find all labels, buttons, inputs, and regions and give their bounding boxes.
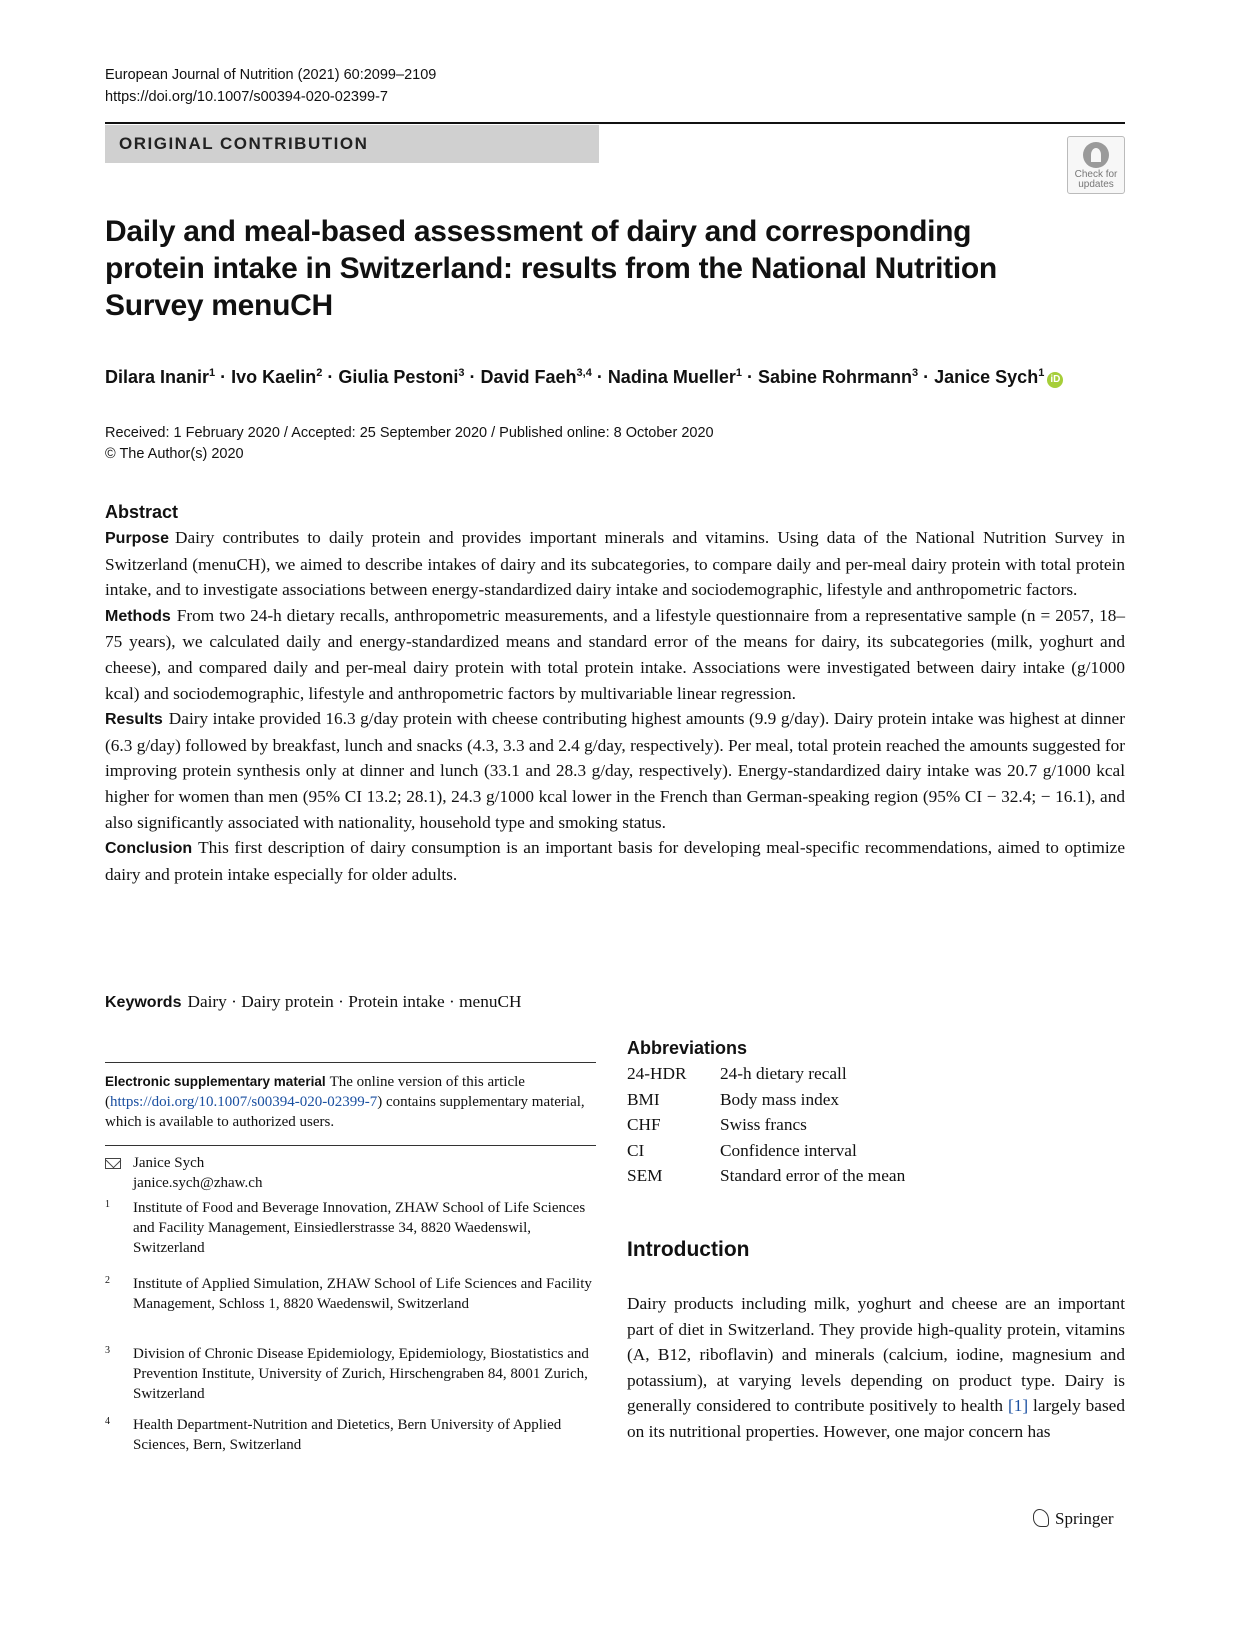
author[interactable]: Sabine Rohrmann$^3$ <box>757 367 919 387</box>
supplementary-material-note <box>105 1072 596 1132</box>
abbreviation-row <box>627 1163 905 1189</box>
abbr-meaning: Swiss francs <box>720 1115 807 1135</box>
affiliation-number: 4 <box>105 1416 110 1427</box>
journal-citation: European Journal of Nutrition (2021) 60:2099–2109 <box>105 67 437 83</box>
paper-title: Daily and meal-based assessment of dairy and corresponding protein intake in Switzerland: results from the National Nutrition Survey menuCH <box>105 215 997 322</box>
methods-text: From two 24-h dietary recalls, anthropometric measurements, and a lifestyle questionnaire from a representative sample (n = 2057, 18–75 years), we calculated daily and energy-standardized means and standard error of the means for dairy, its subcategories (milk, yoghurt and cheese), and compared daily and per-meal dairy protein with total protein intake. Associations were investigated between dairy intake (g/1000 kcal) and sociodemographic, lifestyle and anthropometric factors by multivariable linear regression. <box>105 605 1125 703</box>
crossmark-icon <box>1083 142 1109 168</box>
author[interactable]: Janice Sych$^1$ <box>934 367 1045 387</box>
affiliation-text: Health Department-Nutrition and Dietetics, Bern University of Applied Sciences, Bern, Switzerland <box>133 1417 562 1453</box>
abbr-meaning: Body mass index <box>720 1089 840 1109</box>
results-text: Dairy intake provided 16.3 g/day protein with cheese contributing highest amounts (9.9 g/day). Dairy protein intake was highest at dinner (6.3 g/day) followed by breakfast, lunch and snacks (4.3, 3.3 and 2.4 g/day, respectively). Per meal, total protein reached the amounts suggested for improving protein synthesis only at dinner and lunch (33.1 and 28.3 g/day, respectively). Energy-standardized dairy intake was 20.7 g/1000 kcal higher for women than men (95% CI 13.2; 28.1), 24.3 g/1000 kcal lower in the French than German-speaking region (95% CI − 32.4; − 16.1), and also significantly associated with nationality, household type and smoking status. <box>105 709 1125 832</box>
esm-link[interactable]: https://doi.org/10.1007/s00394-020-02399-7 <box>110 1094 378 1110</box>
publisher-name: Springer <box>1055 1509 1114 1528</box>
abbr-code: 24-HDR <box>627 1064 687 1083</box>
esm-text-after: ) contains supplementary material, which is available to authorized users. <box>105 1094 585 1130</box>
esm-text-before: The online version of this article ( <box>105 1074 525 1110</box>
results-label: Results <box>105 711 163 729</box>
abbreviation-row <box>627 1138 905 1164</box>
keywords-text: Dairy · Dairy protein · Protein intake · menuCH <box>187 992 522 1011</box>
purpose-label: Purpose <box>105 530 170 547</box>
introduction-heading: Introduction <box>627 1238 750 1261</box>
publisher-logo <box>1033 1508 1114 1530</box>
intro-text-after: largely based on its nutritional properties. However, one major concern has <box>627 1396 1125 1441</box>
abbr-meaning: Confidence interval <box>720 1140 857 1160</box>
conclusion-text: This first description of dairy consumption is an important basis for developing meal-specific recommendations, aimed to optimize dairy and protein intake especially for older adults. <box>105 838 1125 884</box>
affiliation <box>105 1274 596 1314</box>
keywords <box>105 990 521 1015</box>
methods-label: Methods <box>105 607 171 625</box>
esm-rule-top <box>105 1062 596 1063</box>
crossmark-label: Check for updates <box>1074 169 1118 190</box>
header-rule <box>105 122 1125 124</box>
esm-rule-bottom <box>105 1145 596 1146</box>
abstract-conclusion <box>105 835 1125 887</box>
abstract-body <box>105 525 1125 887</box>
abbreviations-heading: Abbreviations <box>627 1038 748 1058</box>
abbreviation-row <box>627 1112 905 1138</box>
conclusion-label: Conclusion <box>105 840 193 858</box>
introduction-body <box>627 1291 1125 1445</box>
contact-name: Janice Sych <box>133 1155 205 1171</box>
purpose-text: Dairy contributes to daily protein and provides important minerals and vitamins. Using data of the National Nutrition Survey in Switzerland (menuCH), we aimed to describe intakes of dairy and its subcategories, to compare daily and per-meal dairy protein with total protein intake, and to investigate associations between energy-standardized dairy intake and sociodemographic, lifestyle and anthropometric factors. <box>105 528 1125 600</box>
affiliation-text: Institute of Applied Simulation, ZHAW School of Life Sciences and Facility Management, Schloss 1, 8820 Waedenswil, Switzerland <box>133 1276 592 1312</box>
abstract-methods <box>105 603 1125 706</box>
doi-line[interactable]: https://doi.org/10.1007/s00394-020-02399-7 <box>105 89 388 105</box>
abbreviation-row <box>627 1087 905 1113</box>
abbreviations-table <box>627 1061 905 1189</box>
abbreviation-row <box>627 1061 905 1087</box>
envelope-icon <box>105 1158 121 1169</box>
abbr-code: CHF <box>627 1115 661 1135</box>
author[interactable]: Ivo Kaelin$^2$ <box>231 367 323 387</box>
check-for-updates-badge[interactable] <box>1067 136 1125 194</box>
abbr-meaning: Standard error of the mean <box>720 1166 906 1186</box>
abstract-purpose <box>105 525 1125 603</box>
author-list: Dilara Inanir$^1$ · Ivo Kaelin$^2$ · Giulia Pestoni$^3$ · David Faeh$^{3,4}$ · Nadina Mueller$^1$ · Sabine Rohrmann$^3$ · Janice Sych$^1$iD <box>105 361 1063 389</box>
affiliation <box>105 1344 596 1404</box>
esm-label: Electronic supplementary material <box>105 1074 326 1089</box>
abbr-code: CI <box>627 1140 645 1160</box>
section-banner: ORIGINAL CONTRIBUTION <box>105 125 599 163</box>
abbr-code: SEM <box>627 1166 663 1186</box>
abstract-results <box>105 706 1125 835</box>
affiliation-number: 3 <box>105 1345 110 1356</box>
author[interactable]: Giulia Pestoni$^3$ <box>338 367 465 387</box>
author[interactable]: David Faeh$^{3,4}$ <box>480 367 592 387</box>
affiliation-text: Institute of Food and Beverage Innovation, ZHAW School of Life Sciences and Facility Management, Einsiedlerstrasse 34, 8820 Waedenswil, Switzerland <box>133 1200 586 1256</box>
author[interactable]: Nadina Mueller$^1$ <box>607 367 742 387</box>
contact-email[interactable]: janice.sych@zhaw.ch <box>133 1175 263 1191</box>
affiliation-number: 2 <box>105 1275 110 1286</box>
orcid-icon[interactable]: iD <box>1047 372 1063 388</box>
dates-line: Received: 1 February 2020 / Accepted: 25 September 2020 / Published online: 8 October 2020 <box>105 425 714 441</box>
journal-header <box>105 64 436 108</box>
affiliation-text: Division of Chronic Disease Epidemiology, Epidemiology, Biostatistics and Prevention Institute, University of Zurich, Hirschengraben 84, 8001 Zurich, Switzerland <box>133 1346 589 1402</box>
publication-dates <box>105 423 714 465</box>
copyright-line: © The Author(s) 2020 <box>105 446 244 462</box>
affiliation-number: 1 <box>105 1199 110 1210</box>
intro-text-before: Dairy products including milk, yoghurt and cheese are an important part of diet in Switzerland. They provide high-quality protein, vitamins (A, B12, riboflavin) and minerals (calcium, iodine, magnesium and potassium), at varying levels depending on product type. Dairy is generally considered to contribute positively to health <box>627 1294 1125 1416</box>
abstract-heading: Abstract <box>105 502 179 522</box>
citation-link[interactable]: [1] <box>1007 1396 1029 1416</box>
springer-horse-icon <box>1033 1509 1049 1527</box>
keywords-label: Keywords <box>105 994 182 1011</box>
author[interactable]: Dilara Inanir$^1$ <box>105 367 216 387</box>
abbr-code: BMI <box>627 1089 660 1109</box>
abbr-meaning: 24-h dietary recall <box>720 1064 847 1083</box>
affiliation <box>105 1415 596 1455</box>
corresponding-author <box>105 1153 262 1193</box>
affiliation <box>105 1198 596 1258</box>
